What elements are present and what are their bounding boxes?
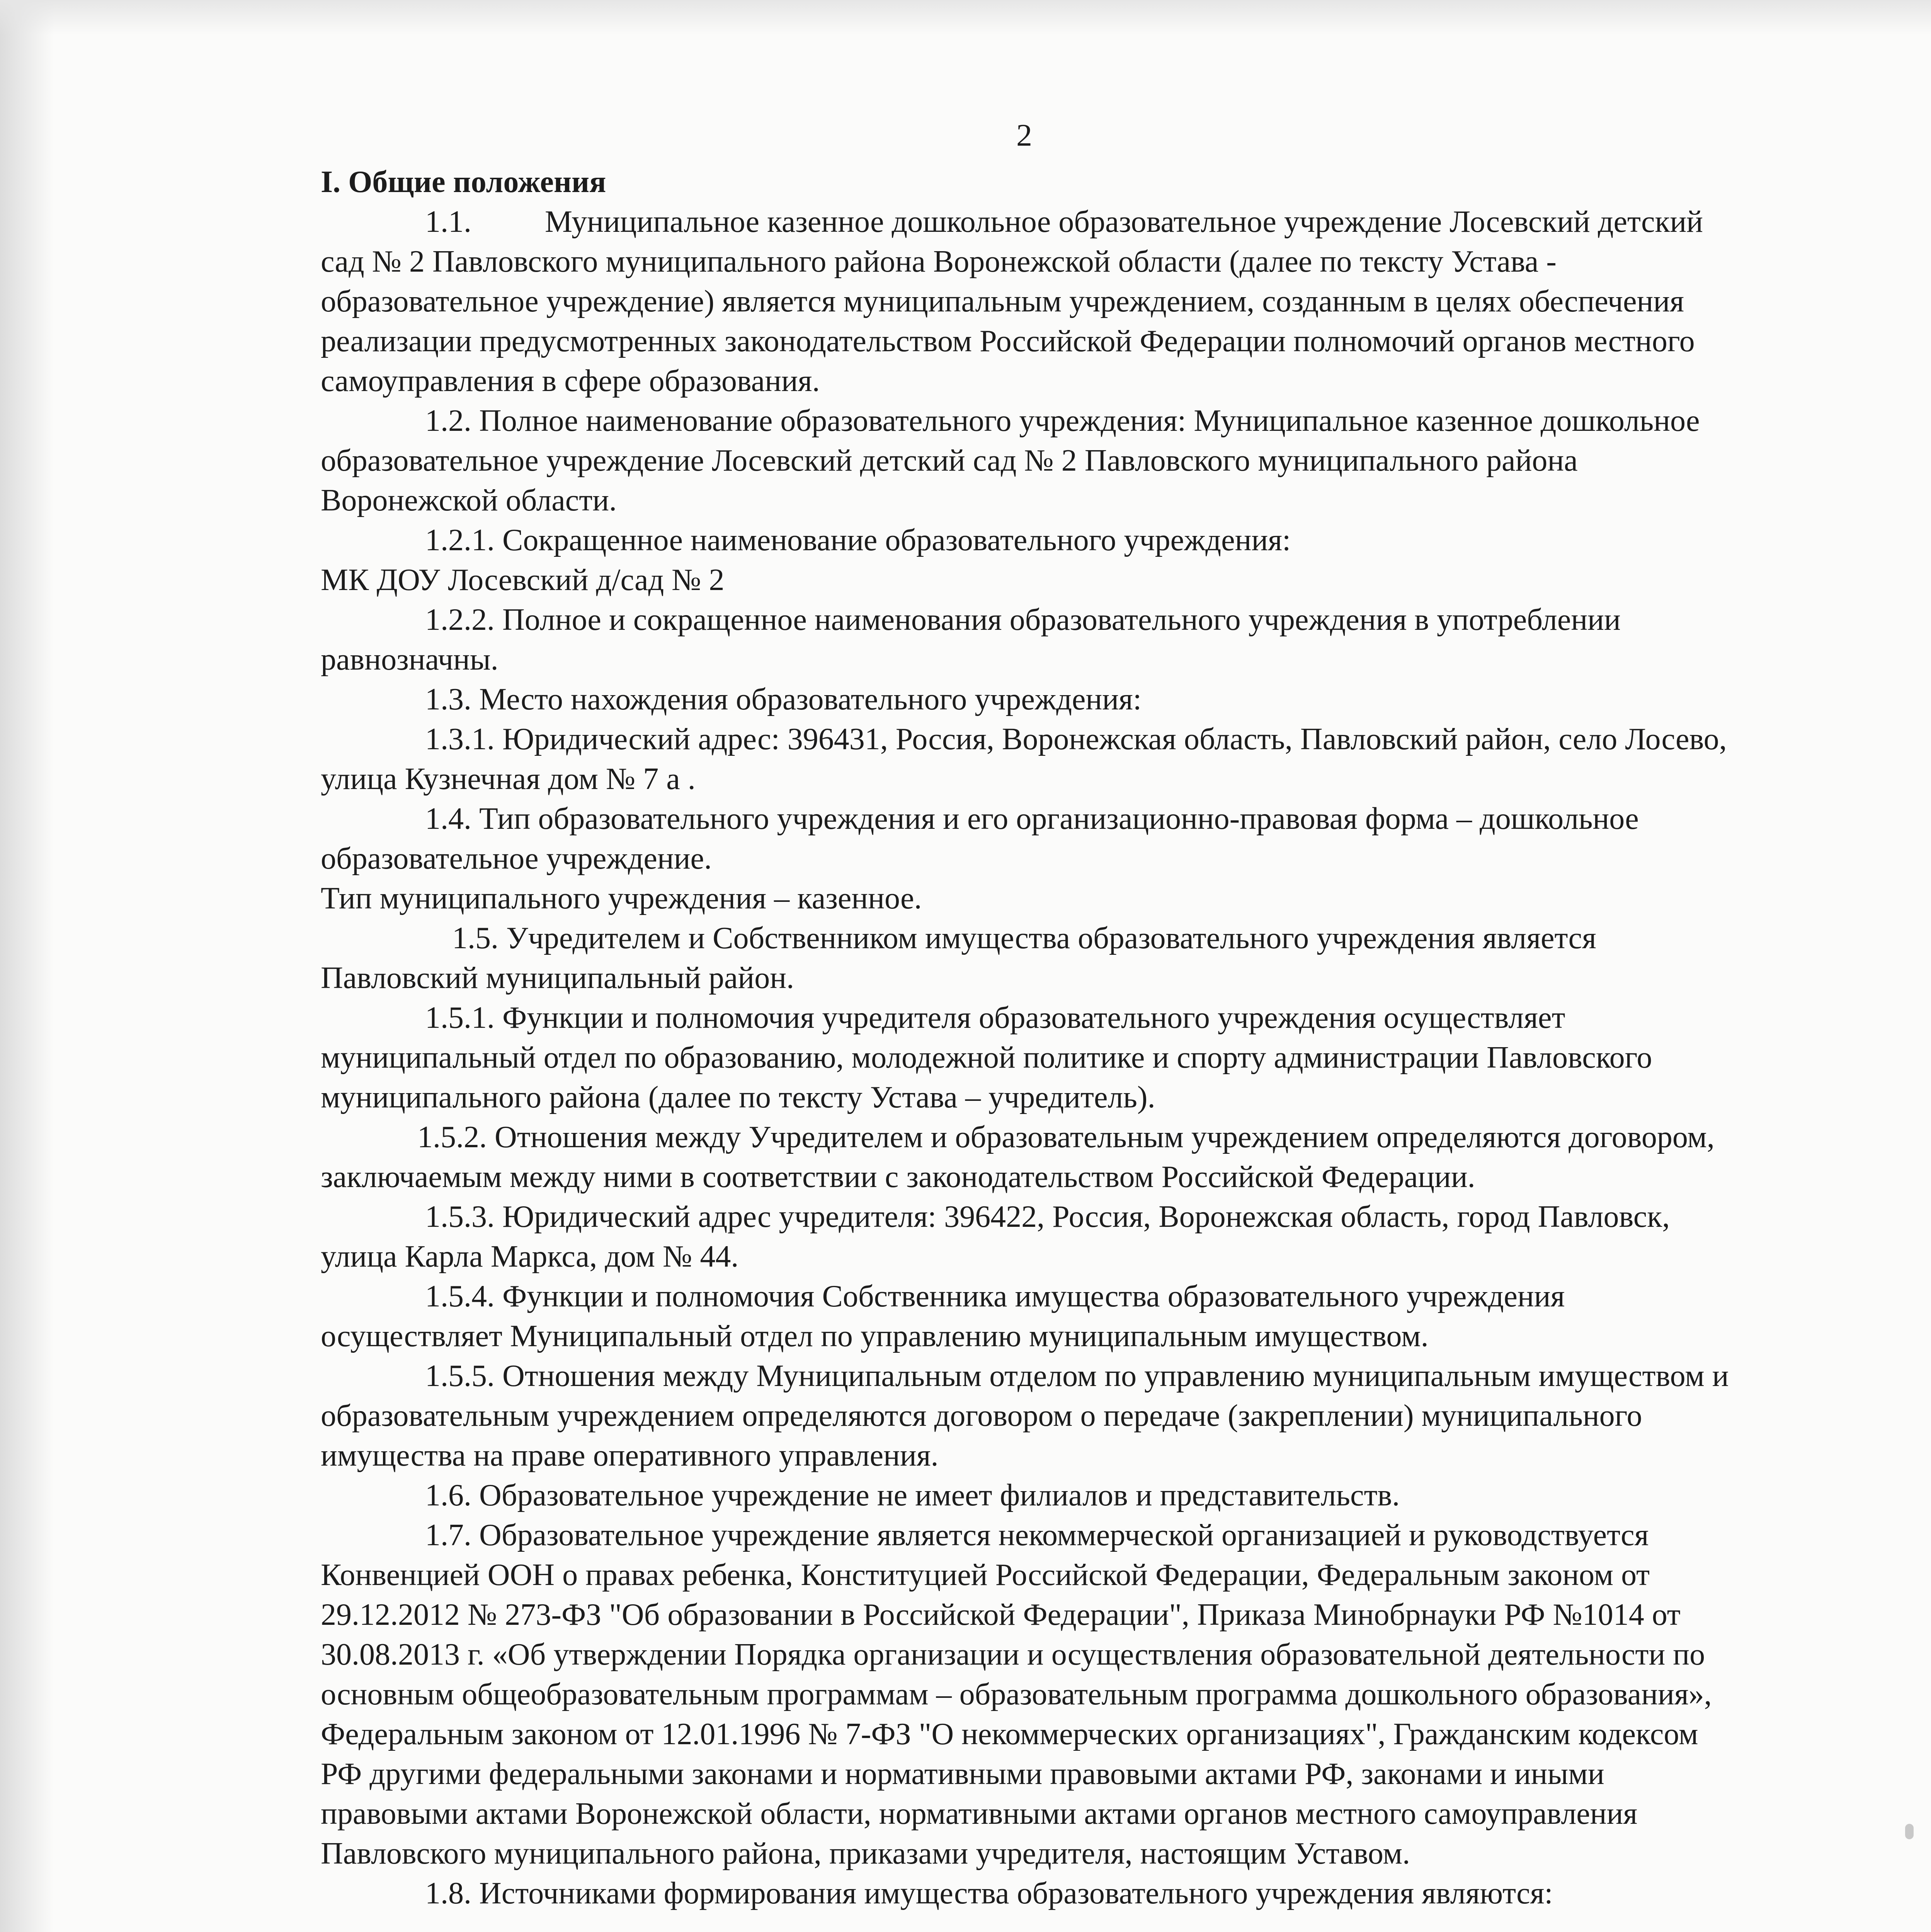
- paragraph-1-5-4: 1.5.4. Функции и полномочия Собственника имущества образовательного учреждения осуществляет Муниципальный отдел по управлению муниципальным имуществом.: [321, 1279, 1565, 1353]
- section-heading: I. Общие положения: [321, 165, 606, 199]
- paragraph-1-5-2: 1.5.2. Отношения между Учредителем и образовательным учреждением определяются договором, заключаемым между ними в соответствии с законодательством Российской Федерации.: [321, 1120, 1715, 1194]
- paragraph-number: 1.1.: [425, 205, 471, 239]
- paragraph-1-5-5: 1.5.5. Отношения между Муниципальным отделом по управлению муниципальным имуществом и образовательным учреждением определяются договором о передаче (закреплении) муниципального имущества на праве оперативного управления.: [321, 1359, 1729, 1473]
- paragraph-1-2-1: 1.2.1. Сокращенное наименование образовательного учреждения:: [425, 523, 1291, 557]
- document-body: [321, 162, 1743, 1913]
- paragraph-1-2-2: 1.2.2. Полное и сокращенное наименования образовательного учреждения в употреблении равнозначны.: [321, 603, 1621, 677]
- paragraph-1-4: 1.4. Тип образовательного учреждения и его организационно-правовая форма – дошкольное образовательное учреждение.: [321, 802, 1639, 876]
- paragraph-1-4-type: Тип муниципального учреждения – казенное.: [321, 881, 922, 915]
- paragraph-1-1: [321, 202, 1743, 401]
- scan-edge-mark: [1905, 1824, 1914, 1839]
- paragraph-1-3-1: 1.3.1. Юридический адрес: 396431, Россия, Воронежская область, Павловский район, село Лосево, улица Кузнечная дом № 7 а .: [321, 722, 1727, 796]
- page-number: 2: [1016, 117, 1032, 153]
- paragraph-1-3: 1.3. Место нахождения образовательного учреждения:: [425, 682, 1142, 716]
- scan-shadow-top: [0, 0, 1931, 35]
- paragraph-1-7: 1.7. Образовательное учреждение является некоммерческой организацией и руководствуется Конвенцией ООН о правах ребенка, Конституцией Российской Федерации, Федеральным законом от 29.12.2012 № 273-ФЗ "Об образовании в Российской Федерации", Приказа Минобрнауки РФ №1014 от 30.08.2013 г. «Об утверждении Порядка организации и осуществления образовательной деятельности по основным общеобразовательным программам – образовательным программа дошкольного образования», Федеральным законом от 12.01.1996 № 7-ФЗ "О некоммерческих организациях", Гражданским кодексом РФ другими федеральными законами и нормативными правовыми актами РФ, законами и иными правовыми актами Воронежской области, нормативными актами органов местного самоуправления Павловского муниципального района, приказами учредителя, настоящим Уставом.: [321, 1518, 1712, 1871]
- paragraph-1-6: 1.6. Образовательное учреждение не имеет филиалов и представительств.: [425, 1478, 1400, 1512]
- paragraph-1-5-3: 1.5.3. Юридический адрес учредителя: 396422, Россия, Воронежская область, город Павловск, улица Карла Маркса, дом № 44.: [321, 1200, 1670, 1274]
- paragraph-1-2: 1.2. Полное наименование образовательного учреждения: Муниципальное казенное дошкольное образовательное учреждение Лосевский детский сад № 2 Павловского муниципального района Воронежской области.: [321, 404, 1700, 517]
- paragraph-1-8: 1.8. Источниками формирования имущества образовательного учреждения являются:: [425, 1876, 1553, 1910]
- scan-shadow-left: [0, 0, 54, 1932]
- paragraph-text: Муниципальное казенное дошкольное образовательное учреждение Лосевский детский сад № 2 Павловского муниципального района Воронежской области (далее по тексту Устава - образовательное учреждение) является муниципальным учреждением, созданным в целях обеспечения реализации предусмотренных законодательством Российской Федерации полномочий органов местного самоуправления в сфере образования.: [321, 205, 1703, 398]
- paragraph-1-5-1: 1.5.1. Функции и полномочия учредителя образовательного учреждения осуществляет муниципальный отдел по образованию, молодежной политике и спорту администрации Павловского муниципального района (далее по тексту Устава – учредитель).: [321, 1001, 1652, 1114]
- paragraph-1-5: 1.5. Учредителем и Собственником имущества образовательного учреждения является Павловский муниципальный район.: [321, 921, 1596, 995]
- paragraph-1-2-1-short-name: МК ДОУ Лосевский д/сад № 2: [321, 563, 725, 597]
